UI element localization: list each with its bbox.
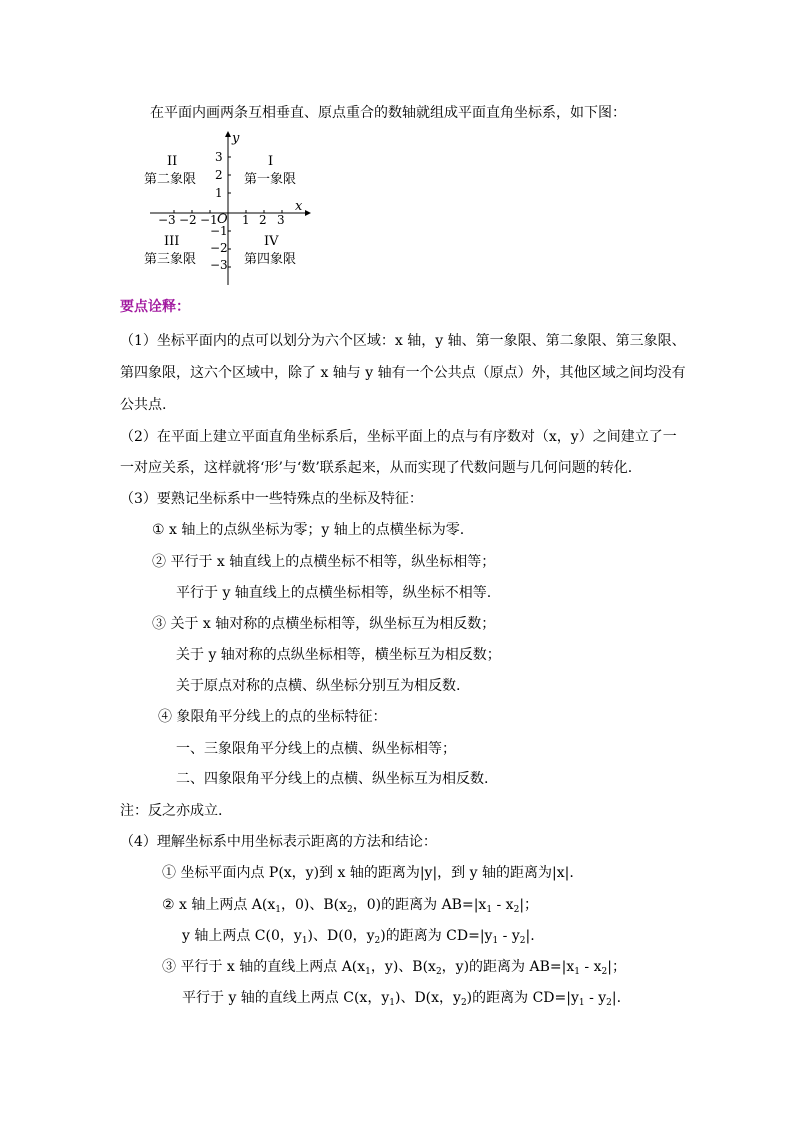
intro-text: 在平面内画两条互相垂直、原点重合的数轴就组成平面直角坐标系，如下图：	[150, 105, 626, 121]
y-axis-arrow	[225, 131, 231, 137]
paragraph-4-item: ② x 轴上两点 $A(x_1$，0)、$B(x_2$，0)的距离为 $AB=|x_1 - x_2|$；	[162, 897, 539, 915]
paragraph-3-item: 二、四象限角平分线上的点横、纵坐标互为相反数.	[176, 771, 489, 787]
origin-label: O	[217, 212, 228, 227]
paragraph-4-item: ① 坐标平面内点 P(x，y)到 x 轴的距离为|y|，到 y 轴的距离为|x|.	[162, 865, 574, 881]
x-tick-label: −2	[179, 213, 197, 227]
paragraph-3-item: ② 平行于 x 轴直线上的点横坐标不相等，纵坐标相等；	[152, 554, 496, 570]
quadrant-1-name: 第一象限	[244, 172, 297, 187]
note-text: 注：反之亦成立.	[120, 803, 223, 819]
x-axis-label: x	[295, 199, 303, 214]
paragraph-4-title: （4）理解坐标系中用坐标表示距离的方法和结论：	[120, 834, 437, 850]
paragraph-4-item: 平行于 y 轴的直线上两点 C(x，$y_1$)、D(x，$y_2$)的距离为 $CD=|y_1 - y_2|$.	[182, 990, 622, 1008]
x-tick-label: 3	[277, 213, 285, 227]
y-tick-label: −3	[210, 258, 228, 272]
quadrant-2-numeral: II	[167, 154, 178, 169]
paragraph-3-item: 关于 y 轴对称的点纵坐标相等，横坐标互为相反数；	[176, 647, 501, 663]
paragraph-2-line: （2）在平面上建立平面直角坐标系后，坐标平面上的点与有序数对（x，y）之间建立了一	[120, 429, 677, 445]
y-tick-label: −1	[210, 224, 228, 238]
y-tick-label: 2	[215, 168, 223, 182]
coordinate-system-diagram	[140, 130, 320, 288]
quadrant-3-numeral: III	[164, 234, 180, 249]
x-axis-arrow	[305, 210, 311, 216]
section-heading: 要点诠释：	[120, 299, 190, 315]
paragraph-4-item: ③ 平行于 x 轴的直线上两点 $A(x_1$，y)、$B(x_2$，y)的距离为 $AB=|x_1 - x_2|$；	[162, 959, 626, 977]
y-tick-label: 1	[215, 186, 223, 200]
paragraph-1-line: （1）坐标平面内的点可以划分为六个区域：x 轴，y 轴、第一象限、第二象限、第三象限、	[120, 333, 686, 349]
quadrant-2-name: 第二象限	[144, 172, 197, 187]
x-tick-label: 2	[259, 213, 267, 227]
paragraph-1-line: 第四象限，这六个区域中，除了 x 轴与 y 轴有一个公共点（原点）外，其他区域之间均没有	[120, 365, 686, 381]
y-tick-label: −2	[210, 241, 228, 255]
coordinate-system-figure	[140, 130, 320, 288]
paragraph-3-item: ① x 轴上的点纵坐标为零；y 轴上的点横坐标为零.	[152, 522, 465, 538]
paragraph-1-line: 公共点.	[120, 397, 167, 413]
x-tick-label: 1	[242, 213, 250, 227]
quadrant-1-numeral: I	[268, 154, 274, 169]
paragraph-3-item: 平行于 y 轴直线上的点横坐标相等，纵坐标不相等.	[176, 585, 492, 601]
y-tick-label: 3	[215, 150, 223, 164]
paragraph-3-item: ④ 象限角平分线上的点的坐标特征：	[158, 709, 387, 725]
y-axis-label: y	[232, 131, 240, 146]
paragraph-2-line: 一对应关系，这样就将‘形’与‘数’联系起来，从而实现了代数问题与几何问题的转化.	[120, 460, 633, 476]
paragraph-3-item: 一、三象限角平分线上的点横、纵坐标相等；	[176, 741, 456, 757]
x-tick-label: −1	[200, 213, 218, 227]
paragraph-4-item: y 轴上两点 C(0，$y_1$)、D(0，$y_2$)的距离为 $CD=|y_1 - y_2|$.	[182, 928, 535, 946]
paragraph-3-title: （3）要熟记坐标系中一些特殊点的坐标及特征：	[120, 491, 423, 507]
quadrant-4-name: 第四象限	[244, 252, 297, 267]
x-tick-label: −3	[158, 213, 176, 227]
paragraph-3-item: 关于原点对称的点横、纵坐标分别互为相反数.	[176, 678, 461, 694]
quadrant-4-numeral: IV	[264, 234, 279, 249]
quadrant-3-name: 第三象限	[144, 252, 197, 267]
paragraph-3-item: ③ 关于 x 轴对称的点横坐标相等，纵坐标互为相反数；	[152, 616, 496, 632]
